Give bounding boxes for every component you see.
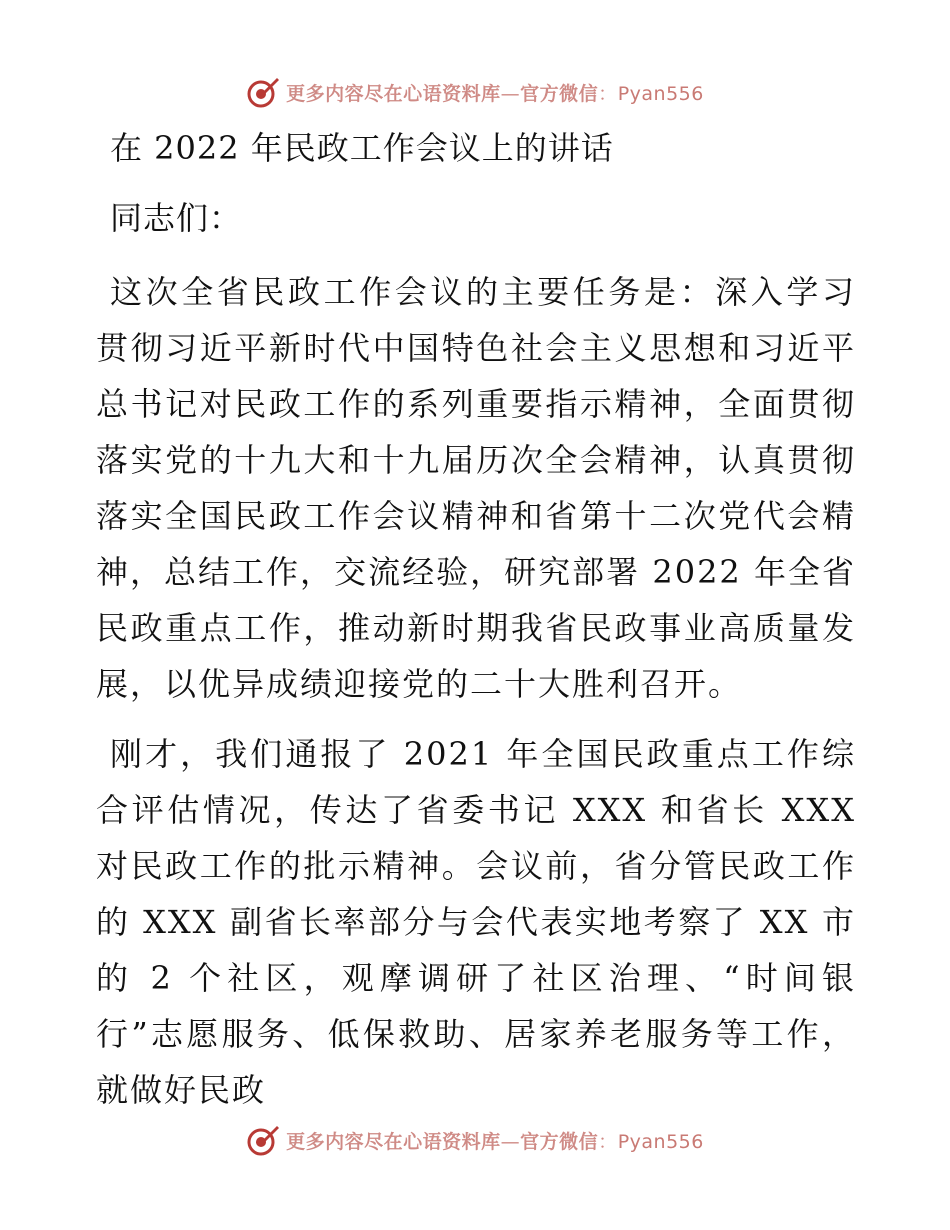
- document-title: 在 2022 年民政工作会议上的讲话: [110, 129, 614, 167]
- footer-watermark: [0, 1120, 950, 1160]
- quill-logo-icon: [246, 75, 280, 109]
- header-watermark: [0, 72, 950, 112]
- watermark-text: 更多内容尽在心语资料库—官方微信：Pyan556: [286, 1130, 704, 1153]
- watermark-group: [246, 75, 704, 109]
- paragraph: 刚才，我们通报了 2021 年全国民政重点工作综合评估情况，传达了省委书记 XXX 和省长 XXX 对民政工作的批示精神。会议前，省分管民政工作的 XXX 副省长率部分与会代表实地考察了 XX 市的 2 个社区，观摩调研了社区治理、“时间银行”志愿服务、低保救助、居家养老服务等工作，就做好民政: [96, 735, 856, 1109]
- salutation: 同志们：: [110, 199, 243, 237]
- document-body: [96, 122, 856, 1132]
- paragraph: 这次全省民政工作会议的主要任务是：深入学习贯彻习近平新时代中国特色社会主义思想和习近平总书记对民政工作的系列重要指示精神，全面贯彻落实党的十九大和十九届历次全会精神，认真贯彻落实全国民政工作会议精神和省第十二次党代会精神，总结工作，交流经验，研究部署 2022 年全省民政重点工作，推动新时期我省民政事业高质量发展，以优异成绩迎接党的二十大胜利召开。: [96, 273, 856, 703]
- watermark-text: 更多内容尽在心语资料库—官方微信：Pyan556: [286, 82, 704, 105]
- watermark-group: [246, 1123, 704, 1157]
- quill-logo-icon: [246, 1123, 280, 1157]
